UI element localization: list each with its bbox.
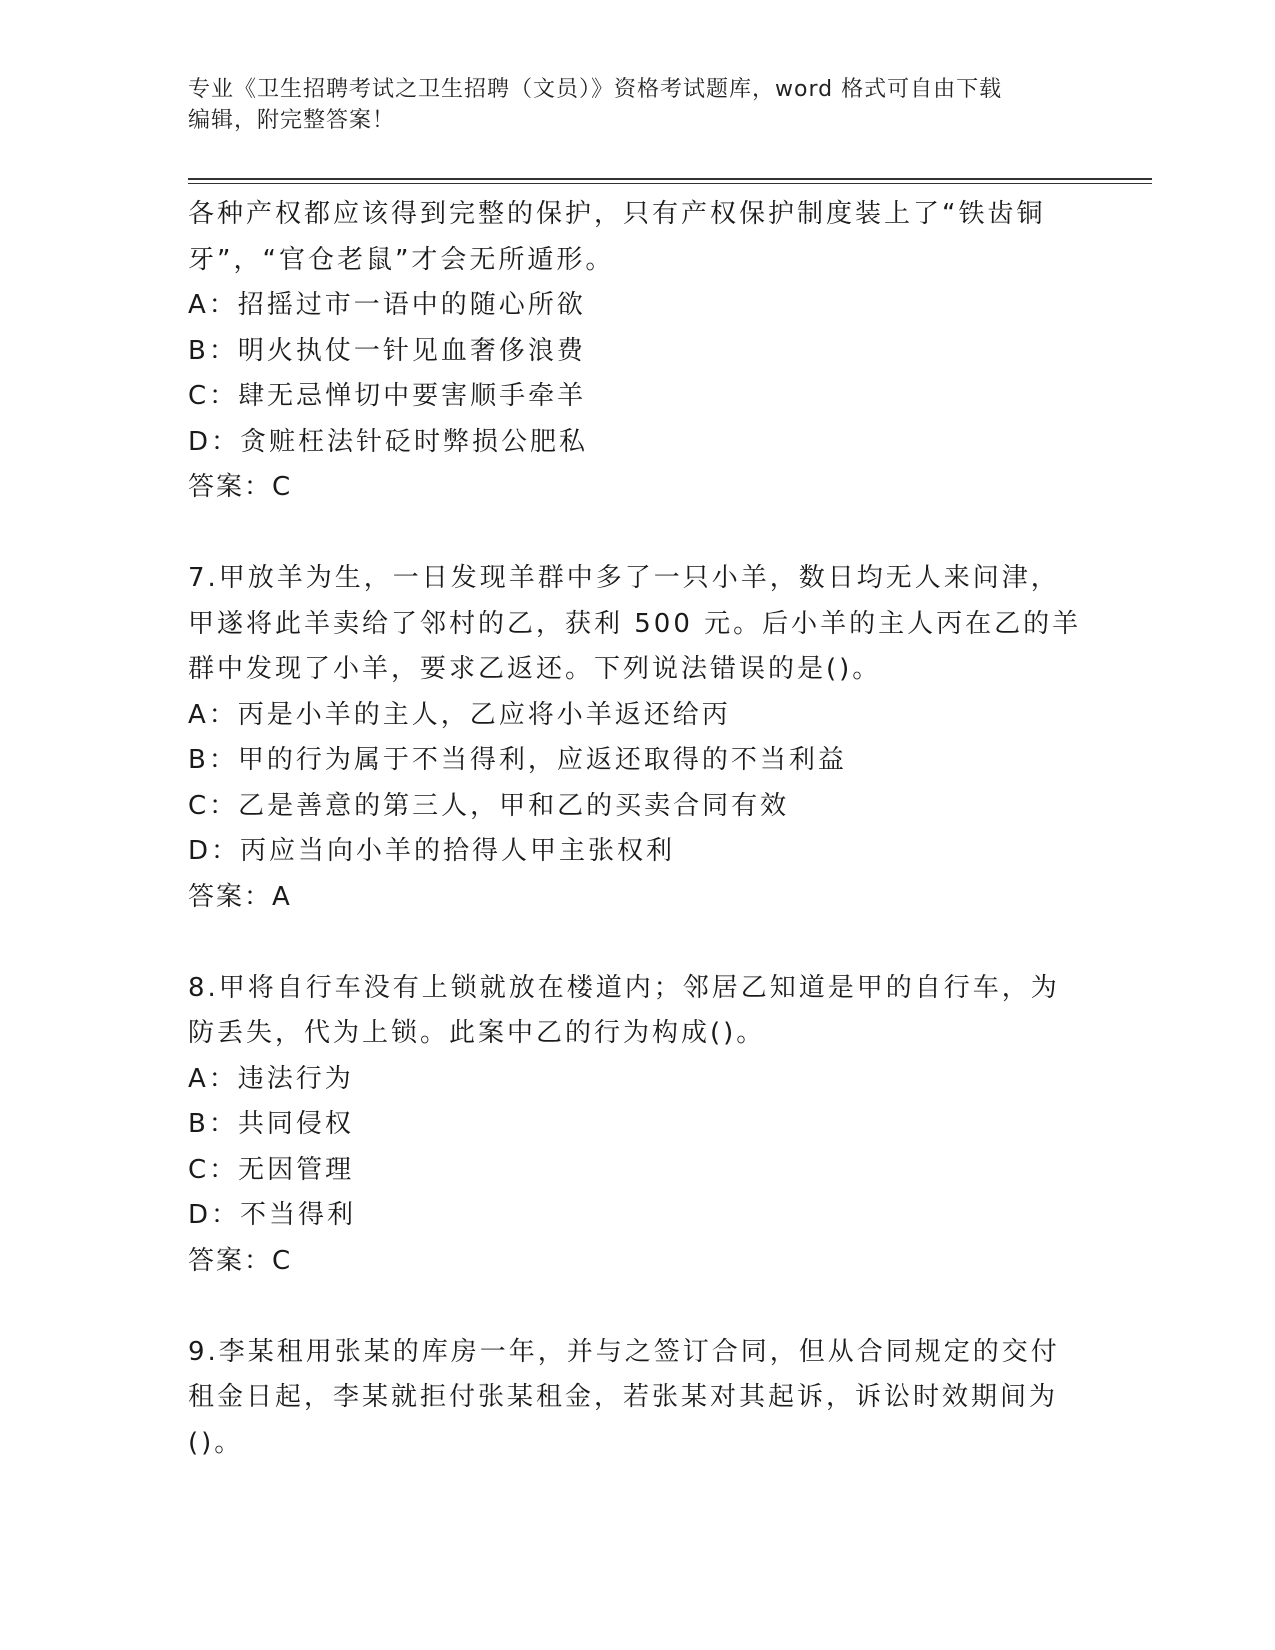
- question-stem-line: 甲遂将此羊卖给了邻村的乙，获利 500 元。后小羊的主人丙在乙的羊: [188, 608, 1082, 639]
- question-list: [188, 192, 1088, 1466]
- option-b: B：明火执仗一针见血奢侈浪费: [188, 335, 586, 366]
- answer: 答案：C: [188, 1245, 293, 1276]
- question-8: [188, 966, 1088, 1285]
- option-b: B：共同侵权: [188, 1109, 354, 1139]
- option-c: C：无因管理: [188, 1154, 355, 1185]
- question-stem-line: 租金日起，李某就拒付张某租金，若张某对其起诉，诉讼时效期间为: [188, 1382, 1059, 1412]
- question-stem-line: ()。: [188, 1427, 244, 1458]
- page-header: [188, 74, 1088, 136]
- question-stem-line: 各种产权都应该得到完整的保护，只有产权保护制度装上了“铁齿铜: [188, 199, 1046, 229]
- option-c: C：乙是善意的第三人，甲和乙的买卖合同有效: [188, 790, 790, 821]
- option-d: D：贪赃枉法针砭时弊损公肥私: [188, 426, 589, 457]
- question-stem-line: 群中发现了小羊，要求乙返还。下列说法错误的是()。: [188, 654, 882, 684]
- question-stem-line: 7.甲放羊为生，一日发现羊群中多了一只小羊，数日均无人来问津，: [188, 563, 1060, 593]
- spacer: [188, 1284, 1088, 1330]
- question-stem-line: 8.甲将自行车没有上锁就放在楼道内；邻居乙知道是甲的自行车，为: [188, 972, 1060, 1003]
- option-a: A：丙是小羊的主人，乙应将小羊返还给丙: [188, 699, 731, 730]
- question-6: [188, 192, 1088, 511]
- header-line-2: 编辑，附完整答案！: [188, 108, 396, 133]
- question-7: [188, 556, 1088, 920]
- option-a: A：招摇过市一语中的随心所欲: [188, 290, 586, 320]
- header-line-1: 专业《卫生招聘考试之卫生招聘（文员）》资格考试题库，word 格式可自由下载: [188, 77, 1003, 102]
- header-divider-thin: [188, 183, 1152, 184]
- option-a: A：违法行为: [188, 1063, 354, 1094]
- answer: 答案：A: [188, 881, 292, 912]
- question-9: [188, 1330, 1088, 1467]
- question-stem-line: 9.李某租用张某的库房一年，并与之签订合同，但从合同规定的交付: [188, 1336, 1060, 1367]
- option-b: B：甲的行为属于不当得利，应返还取得的不当利益: [188, 745, 847, 775]
- option-c: C：肆无忌惮切中要害顺手牵羊: [188, 381, 587, 411]
- question-stem-line: 牙”，“官仓老鼠”才会无所遁形。: [188, 244, 615, 275]
- option-d: D：丙应当向小羊的拾得人甲主张权利: [188, 836, 676, 866]
- spacer: [188, 511, 1088, 557]
- spacer: [188, 920, 1088, 966]
- option-d: D：不当得利: [188, 1200, 357, 1230]
- answer: 答案：C: [188, 472, 293, 502]
- question-stem-line: 防丢失，代为上锁。此案中乙的行为构成()。: [188, 1018, 766, 1048]
- header-divider-thick: [188, 178, 1152, 180]
